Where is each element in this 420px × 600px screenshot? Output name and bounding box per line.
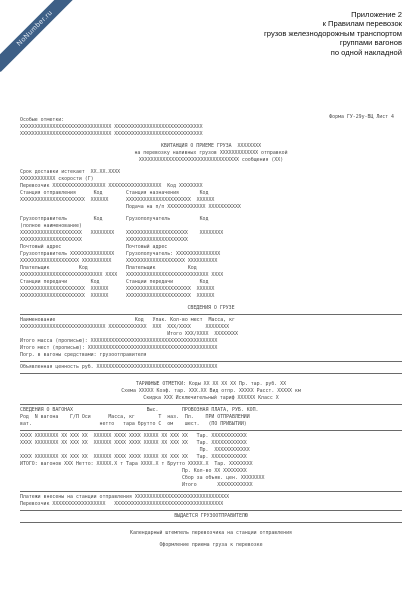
header-line: к Правилам перевозок <box>322 19 402 29</box>
issued-to-shipper: ВЫДАЕТСЯ ГРУЗООТПРАВИТЕЛЮ <box>174 513 248 519</box>
doc-line: Перевозчик XXXXXXXXXXXXXXXXXX XXXXXXXXXXXXXXXXXX Код XXXXXXXX <box>20 183 203 189</box>
doc-line: Станции передачи Код Станции передачи Код <box>20 279 209 285</box>
doc-line: СВЕДЕНИЯ О ВАГОНАХ Выс. ПРОВОЗНАЯ ПЛАТА, РУБ. КОП. <box>20 407 259 413</box>
doc-line: XXXXXXXXXXXX скорости (Г) <box>20 176 94 182</box>
doc-line: Станция отправления Код Станция назначения Код <box>20 190 209 196</box>
divider <box>20 491 402 492</box>
doc-line: Платежи внесены на станции отправления XXXXXXXXXXXXXXXXXXXXXXXXXXXXXXXX <box>20 494 230 500</box>
doc-line: Грузоотправитель Код Грузополучатель Код <box>20 216 209 222</box>
doc-line: XXXXXXXXXXXXXXXXXXXXXXXXXXXX XXXX XXXXXXXXXXXXXXXXXXXXXXXXXXXX XXXX <box>20 272 224 278</box>
watermark-ribbon: NoNumber.ru <box>0 0 78 72</box>
doc-line: Скидка XXX Исключительный тариф XXXXXX Класс X <box>143 395 279 401</box>
divider <box>20 510 402 511</box>
doc-line: Сбор за объяв. цен. XXXXXXXX <box>20 475 265 481</box>
doc-line: XXXXXXXXXXXXXXXXXXXXXX XXXXXX XXXXXXXXXXXXXXXXXXXXXX XXXXXX <box>20 197 215 203</box>
header-line: Приложение 2 <box>351 10 402 19</box>
doc-line: Календарный штемпель перевозчика на станции отправления <box>130 530 292 536</box>
doc-line: Перевозчик XXXXXXXXXXXXXXXXXX XXXXXXXXXXXXXXXXXXXXXXXXXXXXXXXXXXXXX <box>20 501 224 507</box>
doc-line: на перевозку наливных грузов XXXXXXXXXXXXX отправкой <box>134 150 288 156</box>
doc-line: XXXXXXXXXXXXXXXXXXXXX XXXXXXXXXXXXXXXXXXXXX <box>20 237 188 243</box>
doc-line: Оформление приема груза к перевозке <box>159 542 263 548</box>
doc-line: ват. нетто тара брутто С ом шест. (ПО ПРИБЫТИИ) <box>20 421 247 427</box>
doc-line: Схема XXXXX Коэф. тар. XXX.XX Вид отпр. XXXXX Расст. XXXXX км <box>121 388 301 394</box>
footer-block <box>20 513 402 549</box>
header-line: группами вагонов <box>339 38 402 48</box>
doc-line: XXXXXXXXXXXXXXXXXXXXXX XXXXXX XXXXXXXXXXXXXXXXXXXXXX XXXXXX <box>20 286 215 292</box>
doc-line: XXXX XXXXXXXX XX XXX XX XXXXXX XXXX XXXX XXXXX XX XXX XX Тар. XXXXXXXXXXXX <box>20 433 247 439</box>
doc-line: XXXXXXXXXXXXXXXXXXXXXXXXXXXXXXX XXXXXXXXXXXXXXXXXXXXXXXXXXXXXX <box>20 124 203 130</box>
doc-line: XXXX XXXXXXXX XX XXX XX XXXXXX XXXX XXXX XXXXX XX XXX XX Тар. XXXXXXXXXXXX <box>20 454 247 460</box>
divider <box>20 373 402 374</box>
doc-line: XXXXXXXXXXXXXXXXXXXXXXXXXXXXX XXXXXXXXXXXXX XXX XXX/XXXX XXXXXXXX <box>20 324 230 330</box>
tariff-block <box>20 381 402 402</box>
wagons-block <box>20 407 402 489</box>
declared-value: Объявленная ценность руб. XXXXXXXXXXXXXXXXXXXXXXXXXXXXXXXXXXXXXXXXX <box>20 364 218 370</box>
receipt-title: КВИТАНЦИЯ О ПРИЕМЕ ГРУЗА XXXXXXXX <box>160 143 262 149</box>
doc-line: Итого XXXXXXXXXXXX <box>20 482 253 488</box>
payment-block <box>20 494 402 508</box>
doc-line: Срок доставки истекает XX.XX.XXXX <box>20 169 121 175</box>
divider <box>20 430 402 431</box>
doc-line: Пр. Кол-во XX XXXXXXXX <box>20 468 247 474</box>
doc-line: XXXXXXXXXXXXXXXXXXXX XXXXXXXXXX XXXXXXXXXXXXXXXXXXXX XXXXXXXXXX <box>20 258 218 264</box>
waybill-document <box>20 112 402 549</box>
doc-line: Плательщик Код Плательщик Код <box>20 265 197 271</box>
doc-line: ТАРИФНЫЕ ОТМЕТКИ: Коды XX XX XX XX Пр. тар. руб. XX <box>135 381 287 387</box>
divider <box>20 404 402 405</box>
parties-block <box>20 216 402 300</box>
route-block <box>20 169 402 211</box>
doc-line: Подача на п/п XXXXXXXXXXXXX XXXXXXXXXXX <box>20 204 241 210</box>
doc-line: Род N вагона Г/П Оси Масса, кг Т наз. Пл. ПРИ ОТПРАВЛЕНИИ <box>20 414 250 420</box>
doc-line: Пр. XXXXXXXXXXXX <box>20 447 250 453</box>
header-line: грузов железнодорожным транспортом <box>264 28 402 38</box>
appendix-header <box>212 10 402 57</box>
divider <box>20 522 402 523</box>
doc-line: Наименование Код Упак. Кол-во мест Масса, кг <box>20 317 235 323</box>
doc-line: Итого мест (прописью): XXXXXXXXXXXXXXXXXXXXXXXXXXXXXXXXXXXXXXXXXXXX <box>20 345 218 351</box>
doc-line: Итого масса (прописью): XXXXXXXXXXXXXXXXXXXXXXXXXXXXXXXXXXXXXXXXXXX <box>20 338 218 344</box>
doc-line: XXXX XXXXXXXX XX XXX XX XXXXXX XXXX XXXX XXXXX XX XXX XX Тар. XXXXXXXXXXXX <box>20 440 247 446</box>
form-reference: Форма ГУ-29у-ВЦ Лист 4 <box>329 114 394 120</box>
header-line: по одной накладной <box>330 47 402 57</box>
divider <box>20 361 402 362</box>
special-marks <box>20 117 402 138</box>
doc-line: Итого XXX/XXXX XXXXXXXX <box>20 331 238 337</box>
receipt-title-block <box>20 143 402 164</box>
cargo-block <box>20 317 402 359</box>
doc-line: XXXXXXXXXXXXXXXXXXXXXXXXXXXXXXXXXX сообщения (XX) <box>138 157 284 163</box>
cargo-title: СВЕДЕНИЯ О ГРУЗЕ <box>187 305 235 311</box>
doc-line: XXXXXXXXXXXXXXXXXXXXXX XXXXXX XXXXXXXXXXXXXXXXXXXXXX XXXXXX <box>20 293 215 299</box>
doc-line: Особые отметки: <box>20 117 65 123</box>
doc-line: Почтовый адрес Почтовый адрес <box>20 244 168 250</box>
doc-line: ИТОГО: вагонов XXX Нетто: XXXXX.X т Тара XXXX.X т Брутто XXXXX.X Тар. XXXXXXXX <box>20 461 253 467</box>
doc-line: XXXXXXXXXXXXXXXXXXXXXXXXXXXXXXX XXXXXXXXXXXXXXXXXXXXXXXXXXXXXX <box>20 131 203 137</box>
doc-line: Грузоотправитель XXXXXXXXXXXXXXX Грузополучатель: XXXXXXXXXXXXXXX <box>20 251 221 257</box>
divider <box>20 314 402 315</box>
doc-line: Погр. в вагоны средствами: грузоотправителя <box>20 352 147 358</box>
doc-line: (полное наименование) <box>20 223 82 229</box>
doc-line: XXXXXXXXXXXXXXXXXXXXX XXXXXXXX XXXXXXXXXXXXXXXXXXXXX XXXXXXXX <box>20 230 224 236</box>
